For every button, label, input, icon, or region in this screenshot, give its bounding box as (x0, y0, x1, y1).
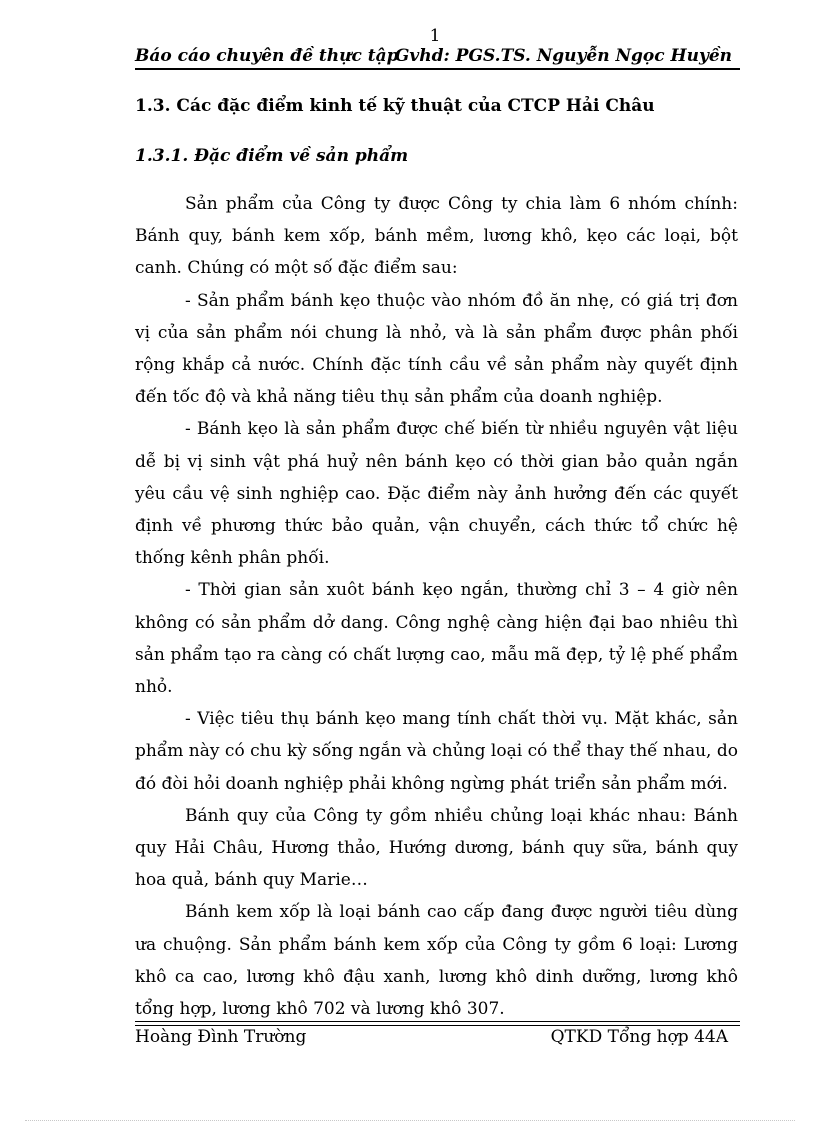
header-supervisor: Gvhd: PGS.TS. Nguyễn Ngọc Huyền (394, 46, 732, 66)
paragraph: - Bánh kẹo là sản phẩm được chế biến từ nhiều nguyên vật liệu dễ bị vị sinh vật phá huỷ nên bánh kẹo có thời gian bảo quản ngắn yêu cầu vệ sinh nghiệp cao. Đặc điểm này ảnh hưởng đến các quyết định về phương thức bảo quản, vận chuyển, cách thức tổ chức hệ thống kênh phân phối. (135, 419, 738, 569)
footer-author: Hoàng Đình Trường (135, 1027, 307, 1047)
page-header (135, 46, 740, 68)
paragraph: - Việc tiêu thụ bánh kẹo mang tính chất thời vụ. Mặt khác, sản phẩm này có chu kỳ sống ngắn và chủng loại có thể thay thế nhau, do đó đòi hỏi doanh nghiệp phải không ngừng phát triển sản phẩm mới. (135, 709, 738, 794)
document-body (135, 90, 738, 1025)
footer-class: QTKD Tổng hợp 44A (550, 1027, 728, 1047)
paragraph-list (135, 188, 738, 1025)
paragraph: Sản phẩm của Công ty được Công ty chia làm 6 nhóm chính: Bánh quy, bánh kem xốp, bánh mềm, lương khô, kẹo các loại, bột canh. Chúng có một số đặc điểm sau: (135, 194, 738, 279)
paragraph: - Thời gian sản xuôt bánh kẹo ngắn, thường chỉ 3 – 4 giờ nên không có sản phẩm dở dang. Công nghệ càng hiện đại bao nhiêu thì sản phẩm tạo ra càng có chất lượng cao, mẫu mã đẹp, tỷ lệ phế phẩm nhỏ. (135, 580, 738, 698)
header-rule (135, 68, 740, 70)
section-title: 1.3. Các đặc điểm kinh tế kỹ thuật của CTCP Hải Châu (135, 96, 655, 116)
paragraph: - Sản phẩm bánh kẹo thuộc vào nhóm đồ ăn nhẹ, có giá trị đơn vị của sản phẩm nói chung là nhỏ, và là sản phẩm được phân phối rộng khắp cả nước. Chính đặc tính cầu về sản phẩm này quyết định đến tốc độ và khả năng tiêu thụ sản phẩm của doanh nghiệp. (135, 290, 738, 408)
header-report-title: Báo cáo chuyên đề thực tập (135, 46, 399, 66)
page-number: 1 (429, 26, 441, 46)
paragraph: Bánh kem xốp là loại bánh cao cấp đang được người tiêu dùng ưa chuộng. Sản phẩm bánh kem xốp của Công ty gồm 6 loại: Lương khô ca cao, lương khô đậu xanh, lương khô dinh dưỡng, lương khô tổng hợp, lương khô 702 và lương khô 307. (135, 902, 738, 1020)
subsection-title: 1.3.1. Đặc điểm về sản phẩm (135, 146, 409, 166)
page-edge-divider (25, 1120, 795, 1121)
paragraph: Bánh quy của Công ty gồm nhiều chủng loại khác nhau: Bánh quy Hải Châu, Hương thảo, Hướng dương, bánh quy sữa, bánh quy hoa quả, bánh quy Marie… (135, 805, 738, 891)
footer-rule (135, 1021, 740, 1026)
